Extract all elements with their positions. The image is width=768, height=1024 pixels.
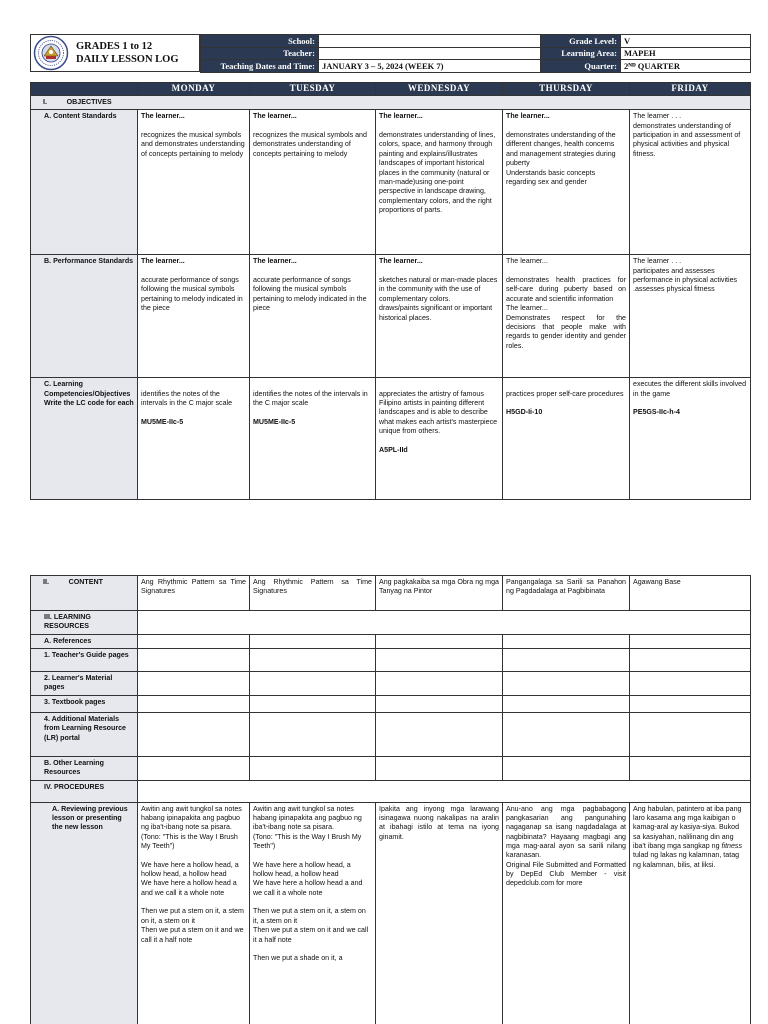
title-grades: GRADES 1 to 12: [76, 41, 153, 52]
learning-resources-cell: [138, 611, 751, 635]
additional-materials-label: 4. Additional Materials from Learning Resource (LR) portal: [31, 712, 138, 756]
title-daily-lesson-log: DAILY LESSON LOG: [76, 54, 179, 65]
content-row: [31, 576, 751, 611]
teachers-guide-monday: [138, 649, 250, 672]
textbook-tuesday: [250, 695, 376, 712]
content-wednesday: Ang pagkakaiba sa mga Obra ng mga Tanyag na Pintor: [376, 576, 503, 611]
competencies-friday: executes the different skills involved in the game PE5GS-IIc-h-4: [630, 378, 751, 500]
teachers-guide-label: 1. Teacher's Guide pages: [31, 649, 138, 672]
quarter-label: Quarter:: [541, 60, 621, 73]
additional-materials-friday: [630, 712, 751, 756]
performance-standards-tuesday: The learner... accurate performance of songs following the musical symbols pertaining to melody indicated in the piece: [250, 255, 376, 378]
reviewing-monday: Awitin ang awit tungkol sa notes habang ipinapakita ang pagbuo ng iba't-ibang note sa pisara. (Tono: "This is the Way I Brush My Teeth") We have here a hollow head, a hollow head, a hollow head We have here a hollow head a and we call it a whole note Then we put a stem on it, a stem on it, a stem on it Then we put a stem on it and we call it a half note: [138, 802, 250, 1024]
content-standards-tuesday: The learner... recognizes the musical symbols and demonstrates understanding of concepts pertaining to melody: [250, 110, 376, 255]
other-resources-monday: [138, 756, 250, 780]
title-box: [30, 34, 200, 72]
competencies-thursday: practices proper self-care procedures H5GD-Ii-10: [503, 378, 630, 500]
references-thursday: [503, 634, 630, 648]
references-friday: [630, 634, 751, 648]
learners-material-row: [31, 672, 751, 696]
references-label: A. References: [31, 634, 138, 648]
reviewing-wednesday: Ipakita ang inyong mga larawang isinagawa nuong nakalipas na aralin at ibahagi istilo at tema na iyong ginamit.: [376, 802, 503, 1024]
other-resources-label: B. Other Learning Resources: [31, 756, 138, 780]
procedures-table: [30, 575, 751, 1024]
learning-resources-row: [31, 611, 751, 635]
performance-standards-row: [31, 255, 751, 378]
learning-area-field: MAPEH: [621, 47, 751, 60]
content-standards-friday: The learner . . . demonstrates understanding of participation in and assessment of physical activities and physical fitness.: [630, 110, 751, 255]
content-label: II. CONTENT: [31, 576, 138, 611]
textbook-row: [31, 695, 751, 712]
performance-standards-label: B. Performance Standards: [31, 255, 138, 378]
references-row: [31, 634, 751, 648]
day-header-monday: MONDAY: [138, 83, 250, 96]
objectives-row: [31, 96, 751, 110]
learners-material-thursday: [503, 672, 630, 696]
content-standards-row: [31, 110, 751, 255]
day-header-thursday: THURSDAY: [503, 83, 630, 96]
quarter-field: 2ᴺᴰ QUARTER: [621, 60, 751, 73]
learners-material-label: 2. Learner's Material pages: [31, 672, 138, 696]
procedures-row: [31, 780, 751, 802]
objectives-heading: I. OBJECTIVES: [31, 96, 751, 110]
content-friday: Agawang Base: [630, 576, 751, 611]
teacher-field: [319, 47, 541, 60]
content-thursday: Pangangalaga sa Sarili sa Panahon ng Pagdadalaga at Pagbibinata: [503, 576, 630, 611]
additional-materials-tuesday: [250, 712, 376, 756]
other-resources-tuesday: [250, 756, 376, 780]
reviewing-thursday: Anu-ano ang mga pagbabagong pangkasarian ang pangunahing nagaganap sa isang nagdadalaga at nagbibinata? Hayaang magbagi ang mga mag-aaral ayon sa sarili nilang karanasan. Original File Submitted and Formatted by DepEd Club Member - visit depedclub.com for more: [503, 802, 630, 1024]
additional-materials-thursday: [503, 712, 630, 756]
school-field: [319, 35, 541, 48]
grade-level-field: V: [621, 35, 751, 48]
grade-level-label: Grade Level:: [541, 35, 621, 48]
content-monday: Ang Rhythmic Pattern sa Time Signatures: [138, 576, 250, 611]
school-label: School:: [201, 35, 319, 48]
textbook-friday: [630, 695, 751, 712]
reviewing-tuesday: Awitin ang awit tungkol sa notes habang ipinapakita ang pagbuo ng iba't-ibang note sa pisara. (Tono: "This is the Way I Brush My Teeth") We have here a hollow head, a hollow head, a hollow head We have here a hollow head a and we call it a whole note Then we put a stem on it, a stem on it, a stem on it Then we put a stem on it and we call it a half note Then we put a shade on it, a: [250, 802, 376, 1024]
day-header-tuesday: TUESDAY: [250, 83, 376, 96]
additional-materials-wednesday: [376, 712, 503, 756]
content-standards-thursday: The learner... demonstrates understanding of the different changes, health concerns and management strategies during puberty Understands basic concepts regarding sex and gender: [503, 110, 630, 255]
textbook-thursday: [503, 695, 630, 712]
lesson-log-header: [30, 34, 750, 72]
learners-material-wednesday: [376, 672, 503, 696]
learning-resources-label: III. LEARNING RESOURCES: [31, 611, 138, 635]
procedures-cell: [138, 780, 751, 802]
competencies-row: [31, 378, 751, 500]
day-header-wednesday: WEDNESDAY: [376, 83, 503, 96]
teaching-dates-field: JANUARY 3 – 5, 2024 (WEEK 7): [319, 60, 541, 73]
day-header-row: [31, 83, 751, 96]
teachers-guide-row: [31, 649, 751, 672]
other-resources-thursday: [503, 756, 630, 780]
competencies-tuesday: identifies the notes of the intervals in the C major scale MU5ME-IIc-5: [250, 378, 376, 500]
reviewing-label: A. Reviewing previous lesson or presenting the new lesson: [31, 802, 138, 1024]
learners-material-monday: [138, 672, 250, 696]
other-resources-row: [31, 756, 751, 780]
textbook-wednesday: [376, 695, 503, 712]
teacher-label: Teacher:: [201, 47, 319, 60]
deped-seal-icon: [33, 35, 69, 71]
additional-materials-row: [31, 712, 751, 756]
teaching-dates-label: Teaching Dates and Time:: [201, 60, 319, 73]
other-resources-wednesday: [376, 756, 503, 780]
reviewing-row: [31, 802, 751, 1024]
references-wednesday: [376, 634, 503, 648]
teachers-guide-wednesday: [376, 649, 503, 672]
content-standards-monday: The learner... recognizes the musical symbols and demonstrates understanding of concepts pertaining to melody: [138, 110, 250, 255]
references-tuesday: [250, 634, 376, 648]
textbook-label: 3. Textbook pages: [31, 695, 138, 712]
additional-materials-monday: [138, 712, 250, 756]
content-tuesday: Ang Rhythmic Pattern sa Time Signatures: [250, 576, 376, 611]
learners-material-friday: [630, 672, 751, 696]
reviewing-friday: Ang habulan, patintero at iba pang laro kasama ang mga kaibigan o kamag-aral ay kasiya-siya. Bukod sa kasiyahan, nalilinang din ang iba't ibang mga sangkap ng fitness tulad ng lakas ng kalamnan, tatag ng kalamnan, bilis, at liksi.: [630, 802, 751, 1024]
other-resources-friday: [630, 756, 751, 780]
corner-cell: [31, 83, 138, 96]
competencies-label: C. Learning Competencies/Objectives Write the LC code for each: [31, 378, 138, 500]
content-standards-wednesday: The learner... demonstrates understanding of lines, colors, space, and harmony through painting and explains/illustrates landscapes of important historical places in the community (natural or man-made)using one-point perspective in landscape drawing, complementary colors, and the right proportions of parts.: [376, 110, 503, 255]
performance-standards-monday: The learner... accurate performance of songs following the musical symbols pertaining to melody indicated in the piece: [138, 255, 250, 378]
teachers-guide-thursday: [503, 649, 630, 672]
competencies-monday: identifies the notes of the intervals in the C major scale MU5ME-IIc-5: [138, 378, 250, 500]
references-monday: [138, 634, 250, 648]
info-table: [200, 34, 751, 73]
teachers-guide-friday: [630, 649, 751, 672]
textbook-monday: [138, 695, 250, 712]
procedures-label: IV. PROCEDURES: [31, 780, 138, 802]
learning-area-label: Learning Area:: [541, 47, 621, 60]
content-standards-label: A. Content Standards: [31, 110, 138, 255]
performance-standards-friday: The learner . . . participates and assesses performance in physical activities .assesses physical fitness: [630, 255, 751, 378]
objectives-table: [30, 82, 751, 500]
performance-standards-thursday: The learner... demonstrates health practices for self-care during puberty based on accurate and scientific information The learner... Demonstrates respect for the decisions that people make with regards to gender identity and gender roles.: [503, 255, 630, 378]
teachers-guide-tuesday: [250, 649, 376, 672]
performance-standards-wednesday: The learner... sketches natural or man-made places in the community with the use of complementary colors. draws/paints significant or important historical places.: [376, 255, 503, 378]
competencies-wednesday: appreciates the artistry of famous Filipino artists in painting different landscapes and is able to describe what makes each artist's masterpiece unique from others. A5PL-IId: [376, 378, 503, 500]
day-header-friday: FRIDAY: [630, 83, 751, 96]
learners-material-tuesday: [250, 672, 376, 696]
